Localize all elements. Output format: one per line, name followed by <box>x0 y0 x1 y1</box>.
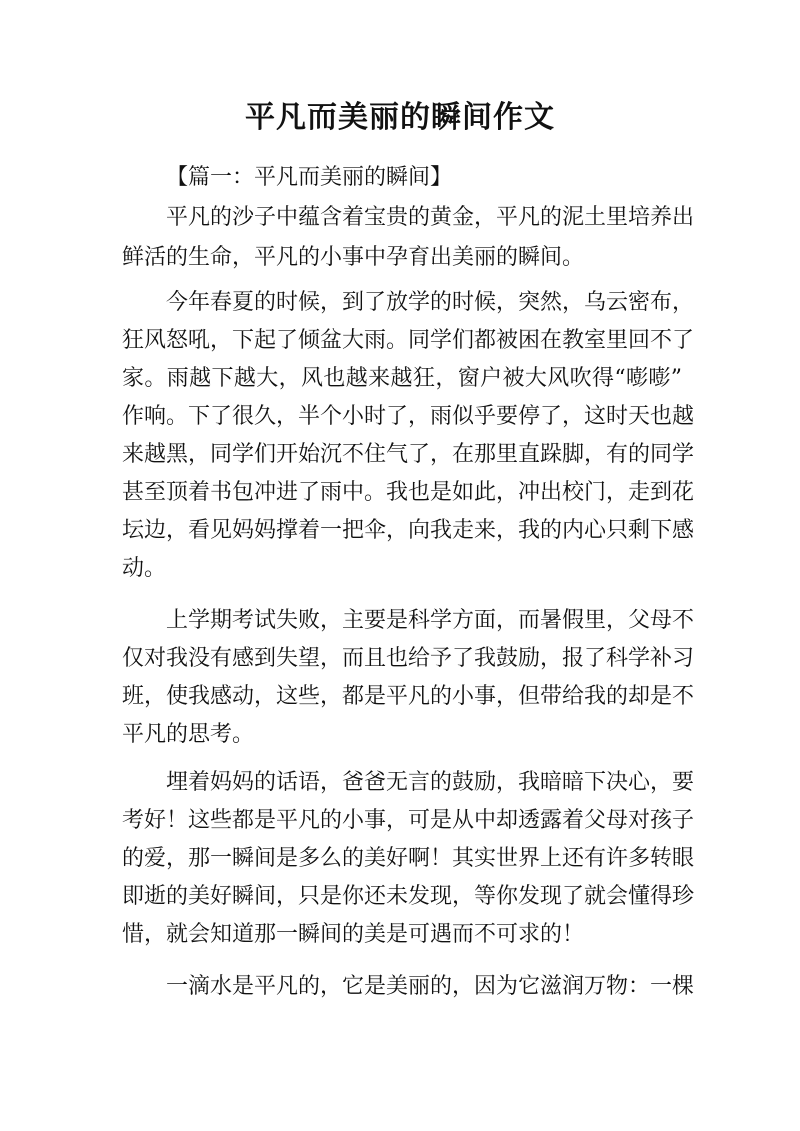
paragraph-line: 动。 <box>122 556 167 581</box>
paragraph-line: 今年春夏的时候，到了放学的时候，突然，乌云密布， <box>166 290 695 315</box>
paragraph-line: 一滴水是平凡的，它是美丽的，因为它滋润万物：一棵 <box>166 974 695 999</box>
paragraph-line: 埋着妈妈的话语，爸爸无言的鼓励，我暗暗下决心，要 <box>166 770 695 795</box>
paragraph-line: 的爱，那一瞬间是多么的美好啊！其实世界上还有许多转眼 <box>122 846 695 871</box>
paragraph-line: 来越黑，同学们开始沉不住气了，在那里直跺脚，有的同学 <box>122 442 695 467</box>
paragraph-line: 平凡的思考。 <box>122 722 255 747</box>
paragraph-line: 家。雨越下越大，风也越来越狂，窗户被大风吹得“嘭嘭” <box>122 366 682 391</box>
paragraph-line: 即逝的美好瞬间，只是你还未发现，等你发现了就会懂得珍 <box>122 884 695 909</box>
document-title: 平凡而美丽的瞬间作文 <box>245 100 555 135</box>
paragraph-line: 上学期考试失败，主要是科学方面，而暑假里，父母不 <box>166 608 695 633</box>
paragraph-line: 班，使我感动，这些，都是平凡的小事，但带给我的却是不 <box>122 684 695 709</box>
paragraph-line: 平凡的沙子中蕴含着宝贵的黄金，平凡的泥土里培养出 <box>166 205 695 230</box>
paragraph-line: 鲜活的生命，平凡的小事中孕育出美丽的瞬间。 <box>122 245 585 270</box>
paragraph-line: 坛边，看见妈妈撑着一把伞，向我走来，我的内心只剩下感 <box>122 518 695 543</box>
paragraph-line: 甚至顶着书包冲进了雨中。我也是如此，冲出校门，走到花 <box>122 480 695 505</box>
section-heading: 【篇一：平凡而美丽的瞬间】 <box>166 165 453 190</box>
paragraph-line: 仅对我没有感到失望，而且也给予了我鼓励，报了科学补习 <box>122 646 695 671</box>
paragraph-line: 作响。下了很久，半个小时了，雨似乎要停了，这时天也越 <box>122 404 695 429</box>
paragraph-line: 考好！这些都是平凡的小事，可是从中却透露着父母对孩子 <box>122 808 695 833</box>
paragraph-line: 惜，就会知道那一瞬间的美是可遇而不可求的！ <box>122 922 585 947</box>
paragraph-line: 狂风怒吼，下起了倾盆大雨。同学们都被困在教室里回不了 <box>122 328 695 353</box>
